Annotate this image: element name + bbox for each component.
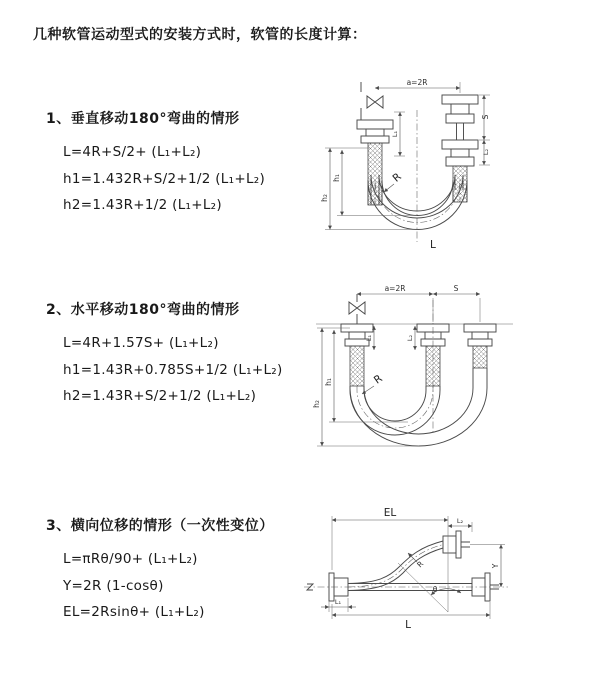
theta-label: θ [432,585,438,594]
fit-left-label: L₁ [334,598,342,606]
section-2-formula-h1: h1=1.43R+0.785S+1/2 (L₁+L₂) [63,361,283,378]
radius-leader [384,171,404,192]
diagram-horizontal-180-bend [308,282,596,458]
valve-icon [361,82,383,120]
radius-leader [362,373,385,394]
dimension-span [375,78,460,93]
right-flange-fitting-lower [442,140,478,202]
dimension-y [470,545,505,588]
diagram-1-svg [312,72,590,258]
diagram-3-svg [296,500,596,638]
section-3-heading: 3、横向位移的情形（一次性变位） [46,518,274,534]
section-3-formula-Y: Y=2R (1-cosθ) [63,577,164,594]
length-label: L [430,239,436,251]
radius-label: R [390,170,404,185]
stroke-label: S [481,114,490,120]
page-title: 几种软管运动型式的安装方式时，软管的长度计算： [33,27,367,43]
diagram-vertical-180-bend [312,72,590,258]
right-flange-fitting-upper [442,95,478,140]
y-label: Y [491,563,500,569]
radius-label: R [371,372,385,387]
section-2-formula-L: L=4R+1.57S+ (L₁+L₂) [63,335,219,351]
section-1-formula-L: L=4R+S/2+ (L₁+L₂) [63,144,202,160]
angle-construction [398,516,461,612]
fit-left-label: L₁ [365,334,373,342]
h2-label: h₂ [312,400,321,408]
dimension-stroke [479,95,490,165]
fit-left-label: L₁ [391,130,399,138]
dimension-fit-top [448,517,472,532]
valve-icon [349,294,365,324]
fit-right-label: L₂ [482,148,490,156]
section-1-formula-h2: h2=1.43R+1/2 (L₁+L₂) [63,197,222,213]
dimension-fit-left [321,598,356,612]
section-2 [46,299,283,410]
section-1 [46,108,265,219]
section-3-formula-EL: EL=2Rsinθ+ (L₁+L₂) [63,604,205,620]
fit-top-label: L₂ [456,517,464,525]
h2-label: h₂ [320,194,329,202]
left-flange-fitting [341,324,373,386]
el-label: EL [383,507,397,519]
fit-mid-label: L₂ [406,334,414,342]
diagram-2-svg [308,282,596,458]
span-label: a=2R [406,78,428,87]
section-2-heading: 2、水平移动180°弯曲的情形 [46,302,240,318]
dimension-fittings [365,326,415,350]
u-bend-hose [368,175,467,230]
diagram-lateral-displacement [296,500,596,638]
dimension-span [357,284,480,322]
right-flange-fitting-upper [443,531,470,558]
h1-label: h₁ [332,174,341,182]
length-label: L [405,619,411,631]
right-flange-fitting [464,324,496,368]
section-1-heading: 1、垂直移动180°弯曲的情形 [46,111,240,127]
radius-label: R [415,559,426,570]
section-3-formula-L: L=πRθ/90+ (L₁+L₂) [63,551,198,567]
span-label: a=2R [384,284,406,293]
section-3 [46,515,274,626]
dimension-el [332,507,448,570]
section-2-formula-h2: h2=1.43R+S/2+1/2 (L₁+L₂) [63,388,257,404]
stroke-label: S [453,284,459,293]
dimension-length [332,602,490,631]
h1-label: h₁ [324,378,333,386]
section-1-formula-h1: h1=1.432R+S/2+1/2 (L₁+L₂) [63,170,266,187]
dimension-fit-left [391,112,405,156]
u-bend-hoses [350,368,487,446]
